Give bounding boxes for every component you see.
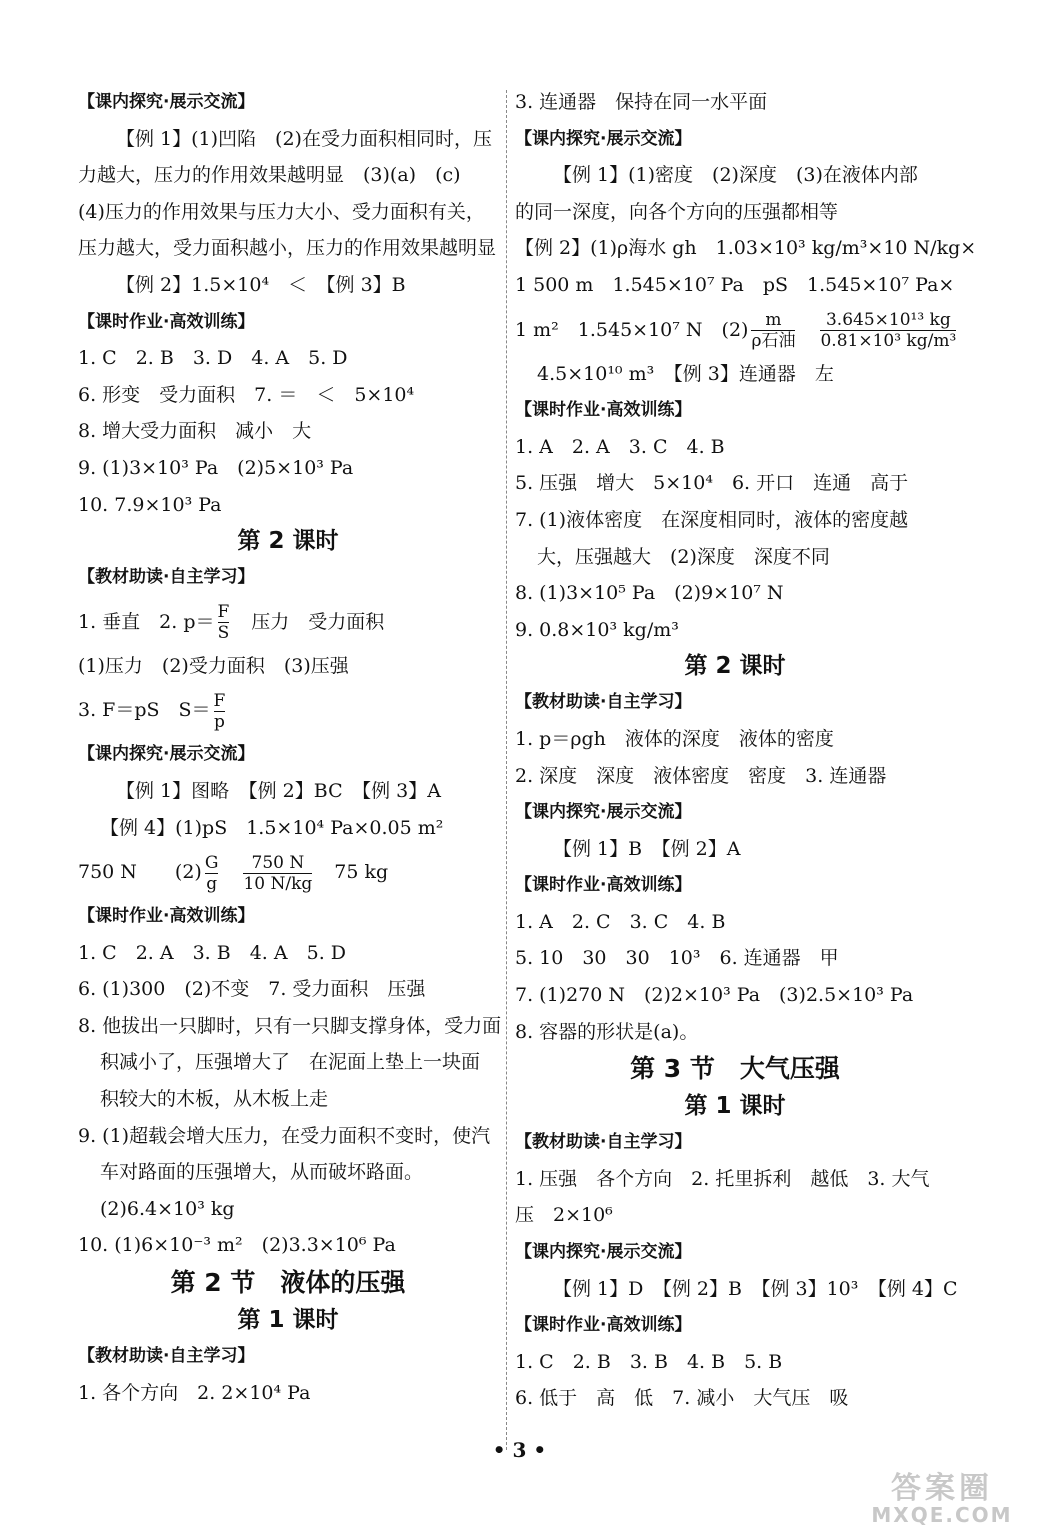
answer-line: 的同一深度，向各个方向的压强都相等 [515,200,839,223]
formula-line [78,684,498,736]
answer-line: 10. (1)6×10⁻³ m² (2)3.3×10⁶ Pa [78,1234,396,1257]
answer-line: 9. (1)3×10³ Pa (2)5×10³ Pa [78,456,354,479]
section-header: 【课时作业·高效训练】 [515,1315,692,1336]
formula-prefix: 1 m² 1.545×10⁷ N (2) [515,318,749,341]
example-line: 【例 2】1.5×10⁴ ＜ 【例 3】B [116,273,406,296]
answer-line: 1. A 2. C 3. C 4. B [515,910,726,933]
fraction-denominator: S [217,623,230,644]
answer-line: (1)压力 (2)受力面积 (3)压强 [78,654,349,677]
answer-line: 1. C 2. A 3. B 4. A 5. D [78,941,347,964]
section-header: 【课时作业·高效训练】 [78,906,255,927]
fraction-numerator: G [204,852,219,873]
answer-line: 8. (1)3×10⁵ Pa (2)9×10⁷ N [515,582,784,605]
answer-line: 5. 10 30 30 10³ 6. 连通器 甲 [515,947,839,970]
formula-gap [221,861,240,883]
fraction [751,310,795,351]
fraction-denominator: 10 N/kg [243,873,313,894]
answer-line: 1. C 2. B 3. D 4. A 5. D [78,347,348,370]
formula-line [78,846,498,898]
left-column [78,84,502,1411]
example-line: 【例 1】(1)密度 (2)深度 (3)在液体内部 [553,164,918,187]
column-divider [506,90,507,1450]
section-header: 【课内探究·展示交流】 [78,744,255,765]
watermark-logo [867,1471,1017,1527]
fraction-denominator: p [214,711,225,732]
example-line: 【例 1】(1)凹陷 (2)在受力面积相同时，压 [116,127,492,150]
formula-line [78,596,498,648]
fraction [243,853,312,894]
answer-line: 积减小了，压强增大了 在泥面上垫上一块面 [100,1051,481,1074]
answer-line: 1. C 2. B 3. B 4. B 5. B [515,1350,783,1373]
lesson-title: 第 2 课时 [237,528,339,555]
answer-line: 1. A 2. A 3. C 4. B [515,435,725,458]
section-title: 第 3 节 大气压强 [630,1054,840,1084]
fraction-numerator: 3.645×10¹³ kg [825,310,951,331]
fraction [214,691,226,732]
fraction-denominator: g [206,873,218,894]
answer-line: 8. 容器的形状是(a)。 [515,1020,699,1043]
section-header: 【课时作业·高效训练】 [78,311,255,332]
section-header: 【课时作业·高效训练】 [515,875,692,896]
answer-line: 6. 形变 受力面积 7. ＝ ＜ 5×10⁴ [78,383,415,406]
fraction-numerator: F [213,690,226,711]
answer-line: 7. (1)液体密度 在深度相同时，液体的密度越 [515,508,909,531]
example-line: 【例 1】图略 【例 2】BC 【例 3】A [116,779,441,802]
fraction-denominator: ρ石油 [751,331,796,352]
answer-line: 力越大，压力的作用效果越明显 (3)(a) (c) [78,164,461,187]
fraction-denominator: 0.81×10³ kg/m³ [820,331,957,352]
fraction-numerator: F [217,602,230,623]
answer-line: 压 2×10⁶ [515,1204,613,1227]
section-header: 【教材助读·自主学习】 [78,567,255,588]
answer-line: 5. 压强 增大 5×10⁴ 6. 开口 连通 高于 [515,472,909,495]
answer-line: 1 500 m 1.545×10⁷ Pa pS 1.545×10⁷ Pa× [515,273,955,296]
answer-line: (2)6.4×10³ kg [100,1197,235,1220]
section-title: 第 2 节 液体的压强 [170,1268,406,1298]
answer-line: 压力越大，受力面积越小，压力的作用效果越明显 [78,237,497,260]
formula-suffix: 75 kg [315,861,389,884]
lesson-title: 第 1 课时 [684,1093,786,1120]
lesson-title: 第 2 课时 [684,653,786,680]
formula-prefix: 1. 垂直 2. p＝ [78,610,215,633]
section-header: 【教材助读·自主学习】 [515,692,692,713]
formula-suffix: 压力 受力面积 [232,610,385,633]
lesson-title: 第 1 课时 [237,1307,339,1334]
answer-line: 6. (1)300 (2)不变 7. 受力面积 压强 [78,978,426,1001]
answer-line: 10. 7.9×10³ Pa [78,493,222,516]
formula-prefix: 3. F＝pS S＝ [78,699,211,722]
example-line: 【例 1】D 【例 2】B 【例 3】10³ 【例 4】C [553,1277,958,1300]
section-header: 【课内探究·展示交流】 [78,92,255,112]
fraction-numerator: 750 N [251,852,305,873]
answer-line: 车对路面的压强增大，从而破坏路面。 [100,1161,424,1184]
formula-gap [798,319,817,341]
answer-line: 8. 他拔出一只脚时，只有一只脚支撑身体，受力面 [78,1014,502,1037]
page-number: • 3 • [492,1438,547,1462]
example-line: 【例 1】B 【例 2】A [553,837,741,860]
answer-line: 1. 压强 各个方向 2. 托里拆利 越低 3. 大气 [515,1167,930,1190]
answer-line: 9. (1)超载会增大压力，在受力面积不变时，使汽 [78,1124,491,1147]
answer-line: (4)压力的作用效果与压力大小、受力面积有关， [78,200,485,223]
section-header: 【教材助读·自主学习】 [78,1346,255,1367]
section-header: 【课内探究·展示交流】 [515,802,692,823]
answer-line: 6. 低于 高 低 7. 减小 大气压 吸 [515,1387,849,1410]
formula-line [515,304,955,356]
section-header: 【教材助读·自主学习】 [515,1132,692,1153]
formula-prefix: 750 N (2) [78,861,202,884]
answer-line: 2. 深度 深度 液体密度 密度 3. 连通器 [515,764,887,787]
section-header: 【课时作业·高效训练】 [515,400,692,421]
right-column [515,84,977,1417]
fraction [218,602,230,643]
answer-line: 【例 2】(1)ρ海水 gh 1.03×10³ kg/m³×10 N/kg× [515,237,977,260]
answer-line: 7. (1)270 N (2)2×10³ Pa (3)2.5×10³ Pa [515,984,914,1007]
fraction-numerator: m [765,310,782,331]
answer-line: 1. p＝ρgh 液体的深度 液体的密度 [515,727,834,750]
answer-line: 1. 各个方向 2. 2×10⁴ Pa [78,1381,311,1404]
section-header: 【课内探究·展示交流】 [515,1242,692,1263]
answer-line: 8. 增大受力面积 减小 大 [78,420,312,443]
answer-line: 大，压强越大 (2)深度 深度不同 [537,545,830,568]
answer-line: 【例 4】(1)pS 1.5×10⁴ Pa×0.05 m² [100,816,444,839]
answer-line: 3. 连通器 保持在同一水平面 [515,91,768,113]
fraction [205,853,219,894]
answer-line: 积较大的木板，从木板上走 [100,1088,329,1111]
watermark-text: 答案圈 [891,1471,993,1506]
watermark-url: MXQE.COM [871,1503,1013,1527]
section-header: 【课内探究·展示交流】 [515,128,692,149]
answer-line: 4.5×10¹⁰ m³ 【例 3】连通器 左 [537,362,834,385]
answer-line: 9. 0.8×10³ kg/m³ [515,618,679,641]
fraction [820,310,956,351]
